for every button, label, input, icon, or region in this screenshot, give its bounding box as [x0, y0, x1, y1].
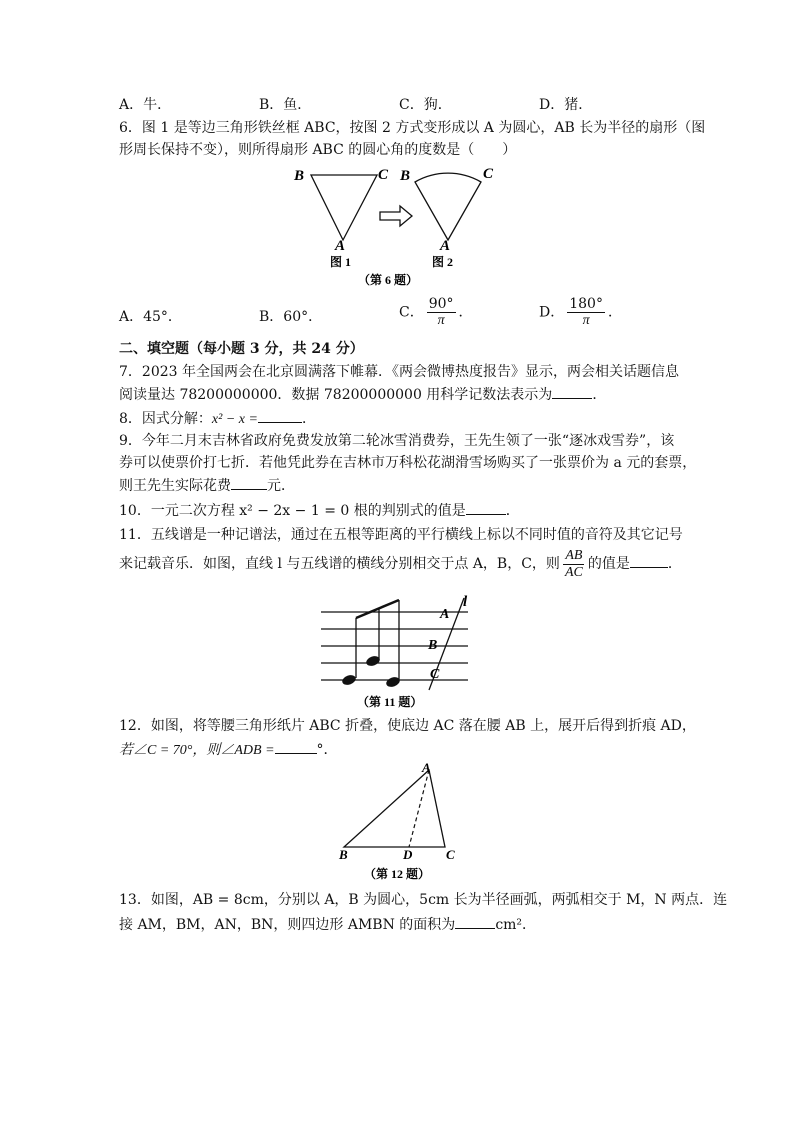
q6-option-b: B．60°． [259, 309, 323, 325]
q6-option-d-prefix: D． [539, 304, 565, 321]
q12-fold-line [409, 770, 429, 847]
q10-end: ． [505, 503, 520, 519]
section2-heading: 二、填空题（每小题 3 分，共 24 分） [119, 341, 364, 357]
q6-option-d [539, 296, 622, 329]
q10-text: 10．一元二次方程 x² − 2x − 1 = 0 根的判别式的值是 [119, 503, 466, 519]
q11-fraction [563, 548, 585, 581]
note-head-1 [341, 673, 357, 686]
q11-text-pre: 来记载音乐．如图，直线 l 与五线谱的横线分别相交于点 A，B，C，则 [119, 556, 560, 572]
q6-option-c-prefix: C． [399, 304, 424, 321]
q12-stem-line1: 12．如图，将等腰三角形纸片 ABC 折叠，使底边 AC 落在腰 AB 上，展开后得到折痕 AD， [119, 718, 696, 734]
q6-sector [415, 173, 481, 240]
note-beam [356, 600, 399, 618]
q8-line [119, 408, 316, 430]
q6-caption: （第 6 题） [358, 273, 419, 287]
q6-fig1-name: 图 1 [330, 255, 352, 269]
q5-option-d: D．猪． [539, 97, 593, 113]
q6-figure [280, 160, 520, 290]
q5-option-b: B．鱼． [259, 97, 312, 113]
q11-end: ． [667, 556, 682, 572]
q6-option-d-suffix: ． [607, 304, 622, 321]
q11-stem-line1: 11．五线谱是一种记谱法，通过在五根等距离的平行横线上标以不同时值的音符及其它记号 [119, 527, 683, 543]
q13-stem-line2 [119, 914, 536, 935]
q7-stem-line1: 7．2023 年全国两会在北京圆满落下帷幕．《两会微博热度报告》显示，两会相关话题信息 [119, 364, 679, 380]
q8-text: 8．因式分解： [119, 411, 212, 427]
q6-stem-line1: 6．图 1 是等边三角形铁丝框 ABC，按图 2 方式变形成以 A 为圆心，AB 长为半径的扇形（图 [119, 120, 706, 136]
q10-answer-blank[interactable] [466, 500, 506, 515]
q6-option-d-den: π [582, 313, 590, 328]
q8-end: ． [301, 411, 316, 427]
q7-answer-blank[interactable] [552, 384, 592, 399]
q9-stem-line1: 9．今年二月末吉林省政府免费发放第二轮冰雪消费券，王先生领了一张“逐冰戏雪券”，该 [119, 433, 675, 449]
q8-expr: x² − x = [211, 412, 258, 427]
q6-triangle [311, 175, 377, 240]
q6-option-c-den: π [437, 313, 445, 328]
q12-stem-line2 [119, 739, 338, 761]
q13-text: 接 AM，BM，AN，BN，则四边形 AMBN 的面积为 [119, 917, 456, 933]
q7-stem-line2 [119, 384, 606, 405]
q13-end: cm²． [495, 917, 537, 933]
q12-label-b: B [339, 847, 348, 862]
q11-text-post: 的值是 [587, 556, 630, 572]
q6-fig1-label-c: C [378, 167, 389, 183]
q12-label-a: A [422, 760, 431, 775]
q13-answer-blank[interactable] [455, 914, 495, 929]
q12-figure [330, 760, 470, 882]
q6-option-a: A．45°． [119, 309, 182, 325]
q7-end: ． [592, 387, 607, 403]
q11-answer-blank[interactable] [630, 553, 668, 568]
q10-line [119, 500, 520, 521]
q9-stem-line3 [119, 475, 295, 496]
q11-caption: （第 11 题） [357, 695, 423, 709]
q6-option-c-num: 90° [428, 296, 454, 312]
q12-label-c: C [446, 847, 455, 862]
q6-fig1-label-b: B [294, 168, 305, 184]
q6-fig2-name: 图 2 [432, 255, 454, 269]
q6-option-c-fraction [427, 296, 456, 329]
q6-option-d-num: 180° [569, 296, 603, 312]
q12-answer-blank[interactable] [275, 739, 317, 754]
q9-text: 则王先生实际花费 [119, 478, 231, 494]
q6-fig2-label-a: A [440, 238, 451, 254]
q11-frac-num: AB [565, 547, 583, 563]
q12-caption: （第 12 题） [364, 867, 431, 881]
q11-figure [318, 594, 478, 712]
q12-label-d: D [403, 847, 413, 862]
q11-stem-line2 [119, 546, 682, 582]
q11-label-c: C [430, 667, 440, 682]
q6-option-d-fraction [567, 296, 605, 329]
q6-fig1-label-a: A [335, 238, 346, 254]
q9-answer-blank[interactable] [231, 475, 267, 490]
q7-text: 阅读量达 78200000000．数据 78200000000 用科学记数法表示为 [119, 387, 553, 403]
q9-stem-line2: 券可以使票价打七折．若他凭此券在吉林市万科松花湖滑雪场购买了一张票价为 a 元的套票， [119, 455, 697, 471]
q5-option-c: C．狗． [399, 97, 452, 113]
q6-fig2-label-c: C [483, 166, 494, 182]
q11-frac-den: AC [564, 564, 583, 580]
q6-option-c [399, 296, 473, 329]
q11-label-a: A [440, 607, 450, 622]
q9-end: 元． [267, 478, 295, 494]
q13-stem-line1: 13．如图，AB = 8cm，分别以 A，B 为圆心，5cm 长为半径画弧，两弧相交于 M，N 两点．连 [119, 892, 728, 908]
q12-text: 若∠C = 70°，则∠ADB = [119, 743, 275, 758]
q5-option-a: A．牛． [119, 97, 172, 113]
q6-option-c-suffix: ． [458, 304, 473, 321]
q6-stem-line2: 形周长保持不变），则所得扇形 ABC 的圆心角的度数是（ ） [119, 142, 517, 158]
q12-end: °． [316, 742, 338, 758]
q12-triangle [344, 770, 445, 847]
q8-answer-blank[interactable] [258, 408, 302, 423]
q11-label-b: B [428, 638, 438, 653]
q6-fig2-label-b: B [400, 168, 411, 184]
q11-label-l: l [463, 594, 468, 610]
q6-arrow-icon [380, 206, 412, 226]
